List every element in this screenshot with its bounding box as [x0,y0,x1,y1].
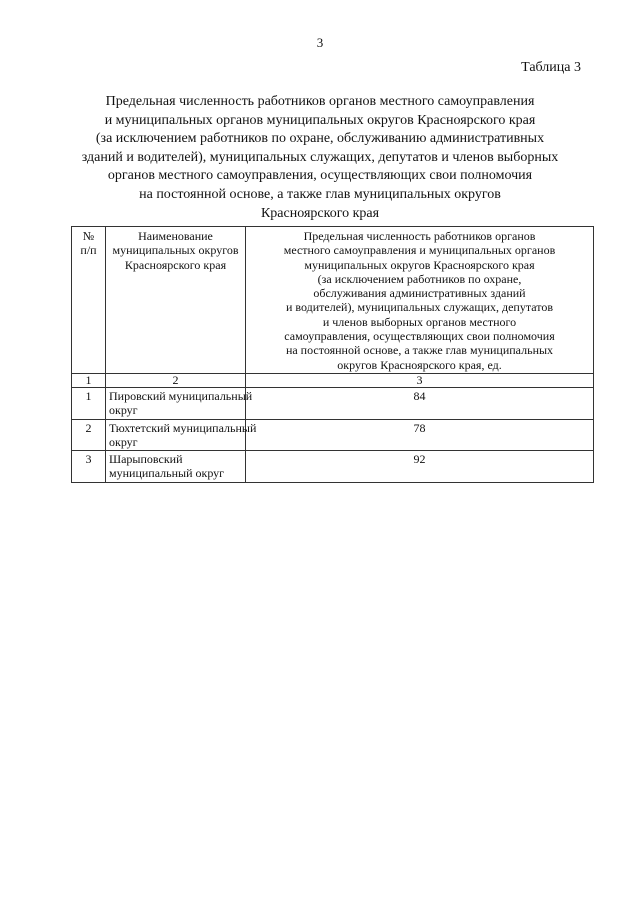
header-name [106,227,246,374]
title-line: (за исключением работников по охране, обслуживанию административных [95,131,545,147]
title-line: органов местного самоуправления, осуществляющих свои полномочия [107,168,533,184]
header-number [72,227,106,374]
column-index-row [72,373,594,387]
table-row [72,387,594,419]
header-value-line: (за исключением работников по охране, [317,271,522,286]
district-name-line: Пировский муниципальный [109,388,253,403]
headcount-value: 92 [246,451,594,483]
header-name-line: Наименование [138,229,213,243]
header-value-line: и водителей), муниципальных служащих, депутатов [285,300,554,315]
header-number-line: № [82,229,95,243]
title-line: зданий и водителей), муниципальных служащих, депутатов и членов выборных [81,149,559,165]
column-index: 2 [106,373,246,387]
column-index: 3 [246,373,594,387]
document-title [78,93,562,223]
district-name-line: округ [109,403,138,418]
district-name-line: Тюхтетский муниципальный [109,420,257,435]
headcount-value: 78 [246,419,594,451]
district-name [106,387,253,419]
title-line: Красноярского края [260,205,380,221]
row-number: 3 [72,451,106,483]
header-value-line: и членов выборных органов местного [322,314,517,329]
table-label: Таблица 3 [521,60,581,75]
header-value [246,227,594,374]
district-name-line: муниципальный округ [109,466,225,481]
header-value-line: обслуживания административных зданий [313,286,526,301]
header-value-line: самоуправления, осуществляющих свои полномочия [284,329,555,344]
header-number-line: п/п [80,243,97,258]
table-header-row [72,227,594,374]
title-line: и муниципальных органов муниципальных округов Красноярского края [104,112,536,128]
header-value-line: Предельная численность работников органов [303,229,536,243]
table-row [72,451,594,483]
headcount-table [71,226,594,483]
row-number: 2 [72,419,106,451]
page-number: 3 [316,35,324,50]
title-line: Предельная численность работников органов местного самоуправления [105,94,535,109]
district-name-line: округ [109,434,138,449]
title-line: на постоянной основе, а также глав муниципальных округов [139,186,501,202]
row-number: 1 [72,387,106,419]
district-name [106,419,257,451]
header-name-line: Красноярского края [124,257,227,272]
district-name [106,451,246,483]
district-name-line: Шарыповский [109,452,183,467]
headcount-value: 84 [246,387,594,419]
header-value-line: местного самоуправления и муниципальных органов [283,243,556,258]
header-value-line: округов Красноярского края, ед. [337,357,502,372]
table-row [72,419,594,451]
header-value-line: муниципальных округов Красноярского края [304,257,535,272]
header-value-line: на постоянной основе, а также глав муниципальных [285,343,554,358]
header-name-line: муниципальных округов [112,243,239,258]
column-index: 1 [72,373,106,387]
